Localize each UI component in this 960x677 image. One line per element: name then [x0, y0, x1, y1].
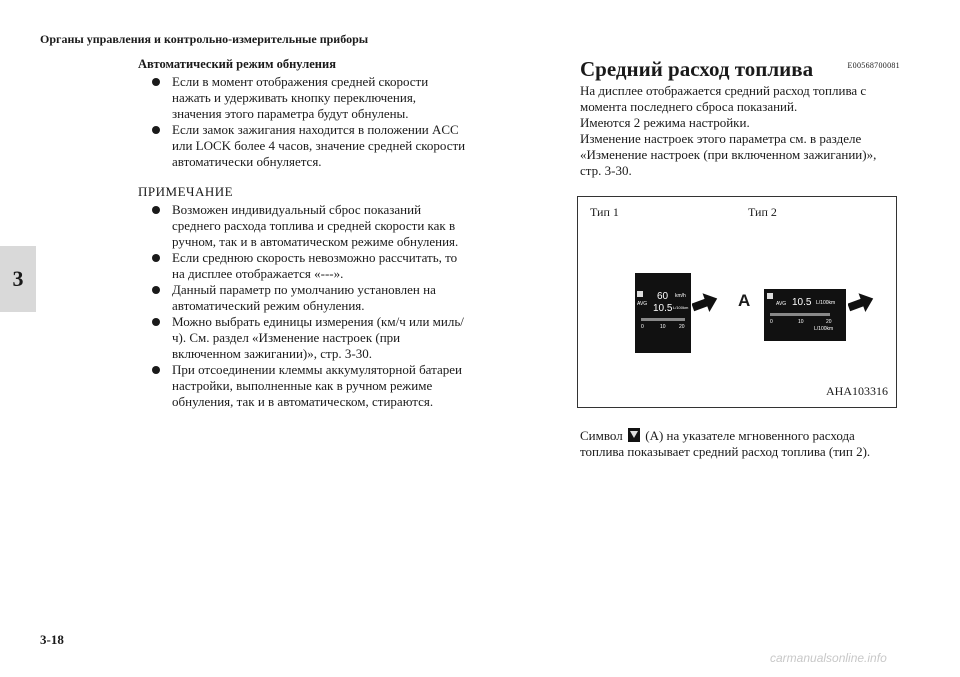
note-list [138, 202, 468, 410]
note-title: ПРИМЕЧАНИЕ [138, 184, 234, 199]
scale-label: 0 [770, 319, 773, 325]
list-item: Данный параметр по умолчанию установлен на автоматический режим обнуления. [138, 282, 468, 314]
type1-label: Тип 1 [590, 205, 619, 219]
page-number: 3-18 [40, 632, 64, 647]
intro-paragraph: На дисплее отображается средний расход топлива с момента последнего сброса показаний. [580, 83, 867, 114]
fuel-pump-icon [637, 291, 643, 297]
chapter-number: 3 [12, 266, 24, 291]
modes-paragraph: Имеются 2 режима настройки. [580, 115, 750, 130]
fuel-bar [641, 318, 685, 321]
fuel-bar [770, 313, 830, 316]
scale-label: 20 [826, 319, 832, 325]
auto-reset-list [138, 74, 468, 170]
subheading-auto-reset: Автоматический режим обнуления [138, 57, 336, 71]
fuel-pump-icon [767, 293, 773, 299]
list-item: Возможен индивидуальный сброс показаний среднего расхода топлива и средней скорости как в ручном, так и в автоматическом режиме обнуления. [138, 202, 468, 250]
fuel-unit: L/100km [673, 305, 689, 310]
list-item: При отсоединении клеммы аккумуляторной батареи настройки, выполненные как в ручном режиме обнуления, так и в автоматическом, стираются. [138, 362, 468, 410]
scale-unit: L/100km [814, 326, 834, 332]
list-item: Если среднюю скорость невозможно рассчитать, то на дисплее отображается «---». [138, 250, 468, 282]
fuel-value: 10.5 [653, 303, 673, 314]
fuel-unit: L/100km [816, 300, 836, 306]
left-column [138, 56, 468, 410]
caption-before: Символ [580, 428, 623, 443]
list-item: Если в момент отображения средней скорости нажать и удерживать кнопку переключения, значения этого параметра будут обнулены. [138, 74, 468, 122]
figure-display-types [577, 196, 897, 408]
type2-label: Тип 2 [748, 205, 777, 219]
section-code: E00568700081 [847, 61, 900, 70]
callout-a: A [738, 291, 751, 310]
figure-caption [580, 428, 900, 460]
chapter-tab [0, 246, 36, 312]
watermark: carmanualsonline.info [770, 651, 887, 665]
speed-value: 60 [657, 291, 669, 302]
type1-display [635, 273, 691, 353]
avg-label: AVG [776, 301, 787, 307]
scale-label: 20 [679, 324, 685, 330]
right-column [580, 58, 900, 179]
caption-after: (A) на указателе мгновенного расхода топлива показывает средний расход топлива (тип 2). [580, 428, 871, 459]
section-header [580, 57, 900, 81]
speed-unit: km/h [675, 293, 686, 299]
fuel-value: 10.5 [792, 297, 812, 308]
scale-label: 0 [641, 324, 644, 330]
pointer-arrow-icon [692, 293, 718, 313]
running-header: Органы управления и контрольно-измерительные приборы [40, 32, 369, 46]
list-item: Можно выбрать единицы измерения (км/ч или миль/ч). См. раздел «Изменение настроек (при включенном зажигании)», стр. 3-30. [138, 314, 468, 362]
avg-label: AVG [637, 301, 648, 307]
scale-label: 10 [798, 319, 804, 325]
pointer-arrow-icon [848, 293, 874, 313]
figure-code: AHA103316 [826, 384, 888, 398]
type2-display [764, 289, 846, 341]
section-title: Средний расход топлива [580, 57, 814, 81]
change-paragraph: Изменение настроек этого параметра см. в разделе «Изменение настроек (при включенном зажигании)», стр. 3-30. [580, 131, 877, 178]
avg-marker-icon [628, 428, 640, 442]
scale-label: 10 [660, 324, 666, 330]
list-item: Если замок зажигания находится в положении ACC или LOCK более 4 часов, значение средней скорости автоматически обнуляется. [138, 122, 468, 170]
